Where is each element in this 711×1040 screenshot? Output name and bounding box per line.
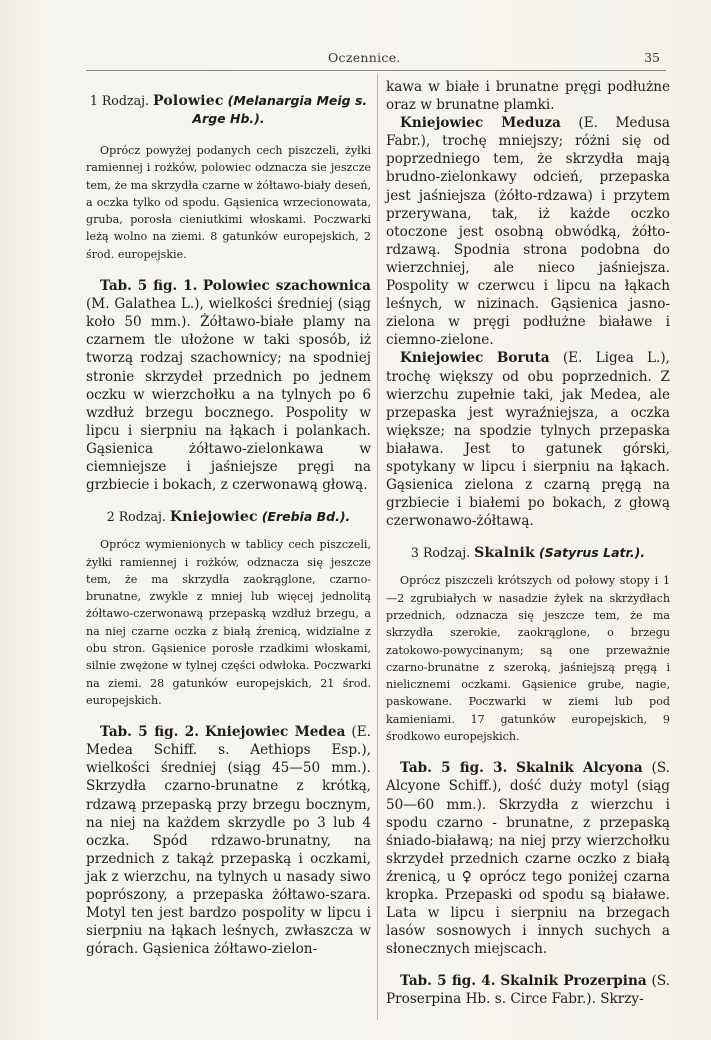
right-column [386, 78, 670, 1009]
section-heading-skalnik [386, 544, 670, 562]
plate-reference: Tab. 5 fig. 1. [100, 278, 198, 295]
latin-name: (Satyrus Latr.). [538, 545, 646, 561]
section-heading-kniejowiec [86, 508, 371, 526]
section-prefix: 2 Rodzaj. [106, 509, 166, 525]
genus-name: Skalnik [474, 545, 535, 562]
species-description: (E. Medusa Fabr.), trochę mniejszy; różni się od poprzedniego tem, że skrzydła mają brudno-zielonkawy odcień, przepaska jest jaśniejsza (żółto-rdzawa) i przytem przerywana, tak, iż każde oczko otoczone jest osobną obwódką, żółto-rdzawą. Spodnia strona podobna do wierzchniej, ale nieco jaśniejsza. Pospolity w czerwcu i lipcu na łąkach leśnych, w nizinach. Gąsienica jasno-zielona w pręgi podłużne białawe i ciemno-zielone. [386, 115, 670, 349]
section-heading-polowiec [86, 92, 371, 128]
species-name: Skalnik Alcyona [516, 760, 643, 777]
column-divider [377, 74, 378, 1020]
plate-reference: Tab. 5 fig. 4. [400, 973, 496, 990]
header-title: Oczennice. [328, 50, 401, 65]
species-name: Kniejowiec Medea [204, 724, 346, 741]
species-description: (S. Proserpina Hb. s. Circe Fabr.). Skrzy- [386, 973, 670, 1008]
species-name: Polowiec szachownica [202, 278, 371, 295]
species-entry-meduza [386, 114, 670, 349]
header-rule [86, 70, 666, 71]
genus-name: Polowiec [153, 93, 224, 109]
continued-text: kawa w białe i brunatne pręgi podłużne oraz w brunatne plamki. [386, 79, 670, 114]
page-number: 35 [644, 50, 660, 65]
latin-name: (Melanargia Meig s. Arge Hb.). [192, 93, 368, 126]
species-entry-prozerpina [386, 972, 670, 1008]
section-prefix: 1 Rodzaj. [89, 93, 150, 108]
species-entry-boruta [386, 349, 670, 530]
species-entry-medea [86, 723, 371, 958]
species-name: Kniejowiec Meduza [400, 115, 561, 132]
genus-name: Kniejowiec [169, 509, 258, 526]
latin-name: (Erebia Bd.). [261, 509, 351, 525]
species-entry-alcyona [386, 759, 670, 958]
species-name: Skalnik Prozerpina [500, 973, 647, 990]
genus-description: Oprócz piszczeli krótszych od połowy stopy i 1—2 zgrubiałych w nasadzie żyłek na skrzydłach przednich, odznacza się jeszcze tem, że ma skrzydła szerokie, zaokrąglone, o brzegu zatokowo-powycinanym; są one przeważnie czarno-brunatne z szeroką, jaśniejszą pręgą i nielicznemi oczkami. Gąsienice grube, nagie, paskowane. Poczwarki w ziemi lub pod kamieniami. 17 gatunków europejskich, 9 środkowo europejskich. [386, 574, 670, 744]
section-prefix: 3 Rodzaj. [410, 545, 471, 561]
genus-description: Oprócz powyżej podanych cech piszczeli, żyłki ramiennej i rożków, polowiec odznacza sie jeszcze tem, że ma skrzydła czarne w żółtawo-biały deseń, a oczka tylko od spodu. Gąsienica wrzecionowata, gruba, porosła cieniutkimi włoskami. Poczwarki leżą wolno na ziemi. 8 gatunków europejskich, 2 środ. europejskie. [86, 144, 371, 261]
species-description: (M. Galathea L.), wielkości średniej (siąg koło 50 mm.). Żółtawo-białe plamy na czarnem tle ułożone w taki sposób, iż tworzą rodzaj szachownicy; na spodniej stronie skrzydeł przednich po jednem oczku w wierzchołku a na tylnych po 6 wzdłuż brzegu bocznego. Pospolity w lipcu i sierpniu na łąkach i polankach. Gąsienica żółtawo-zielonkawa w ciemniejsze i jaśniejsze pręgi na grzbiecie i bokach, z czerwonawą głową. [86, 296, 371, 494]
genus-description: Oprócz wymienionych w tablicy cech piszczeli, żyłki ramiennej i rożków, odznacza się jeszcze tem, że ma skrzydła zaokrąglone, czarno-brunatne, zwykle z mniej lub więcej jednolitą żółtawo-czerwonawą przepaską wzdłuż brzegu, a na niej czarne oczka z białą źrenicą, widzialne z obu stron. Gąsienice porosłe rzadkimi włoskami, silnie zwężone w tylnej części odwłoka. Poczwarki na ziemi. 28 gatunków europejskich, 21 środ. europejskich. [86, 538, 371, 707]
species-description: (E. Medea Schiff. s. Aethiops Esp.), wielkości średniej (siąg 45—50 mm.). Skrzydła czarno-brunatne z krótką, rdzawą przepaską przy brzegu bocznym, na niej na każdem skrzydle po 3 lub 4 oczka. Spód rdzawo-brunatny, na przednich z takąż przepaską i oczkami, jak z wierzchu, na tylnych u nasady siwo poprószony, a przepaska żółtawo-szara. Motyl ten jest bardzo pospolity w lipcu i sierpniu na łąkach leśnych, zwłaszcza w górach. Gąsienica żółtawo-zielon- [86, 724, 371, 958]
species-name: Kniejowiec Boruta [400, 350, 550, 367]
running-header [90, 50, 660, 70]
species-description: (E. Ligea L.), trochę większy od obu poprzednich. Z wierzchu zupełnie taki, jak Medea, ale przepaska jest wyraźniejsza, a oczka większe; na spodzie tylnych przepaska biaława. Jest to gatunek górski, spotykany w lipcu i sierpniu na łąkach. Gąsienica zielona z czarną pręgą na grzbiecie i białemi po bokach, z głową czerwonawo-żółtawą. [386, 350, 670, 530]
left-column [86, 78, 371, 958]
species-entry-szachownica [86, 277, 371, 494]
species-description: (S. Alcyone Schiff.), dość duży motyl (siąg 50—60 mm.). Skrzydła z wierzchu i spodu czarno - brunatne, z przepaską śniado-białawą; na niej przy wierzchołku skrzydeł przednich czarne oczko z białą źrenicą, u ♀ oprócz tego poniżej czarna kropka. Przepaski od spodu są białawe. Lata w lipcu i sierpniu na brzegach lasów sosnowych i innych suchych a słonecznych miejscach. [386, 760, 670, 958]
plate-reference: Tab. 5 fig. 2. [100, 724, 199, 741]
plate-reference: Tab. 5 fig. 3. [400, 760, 508, 777]
